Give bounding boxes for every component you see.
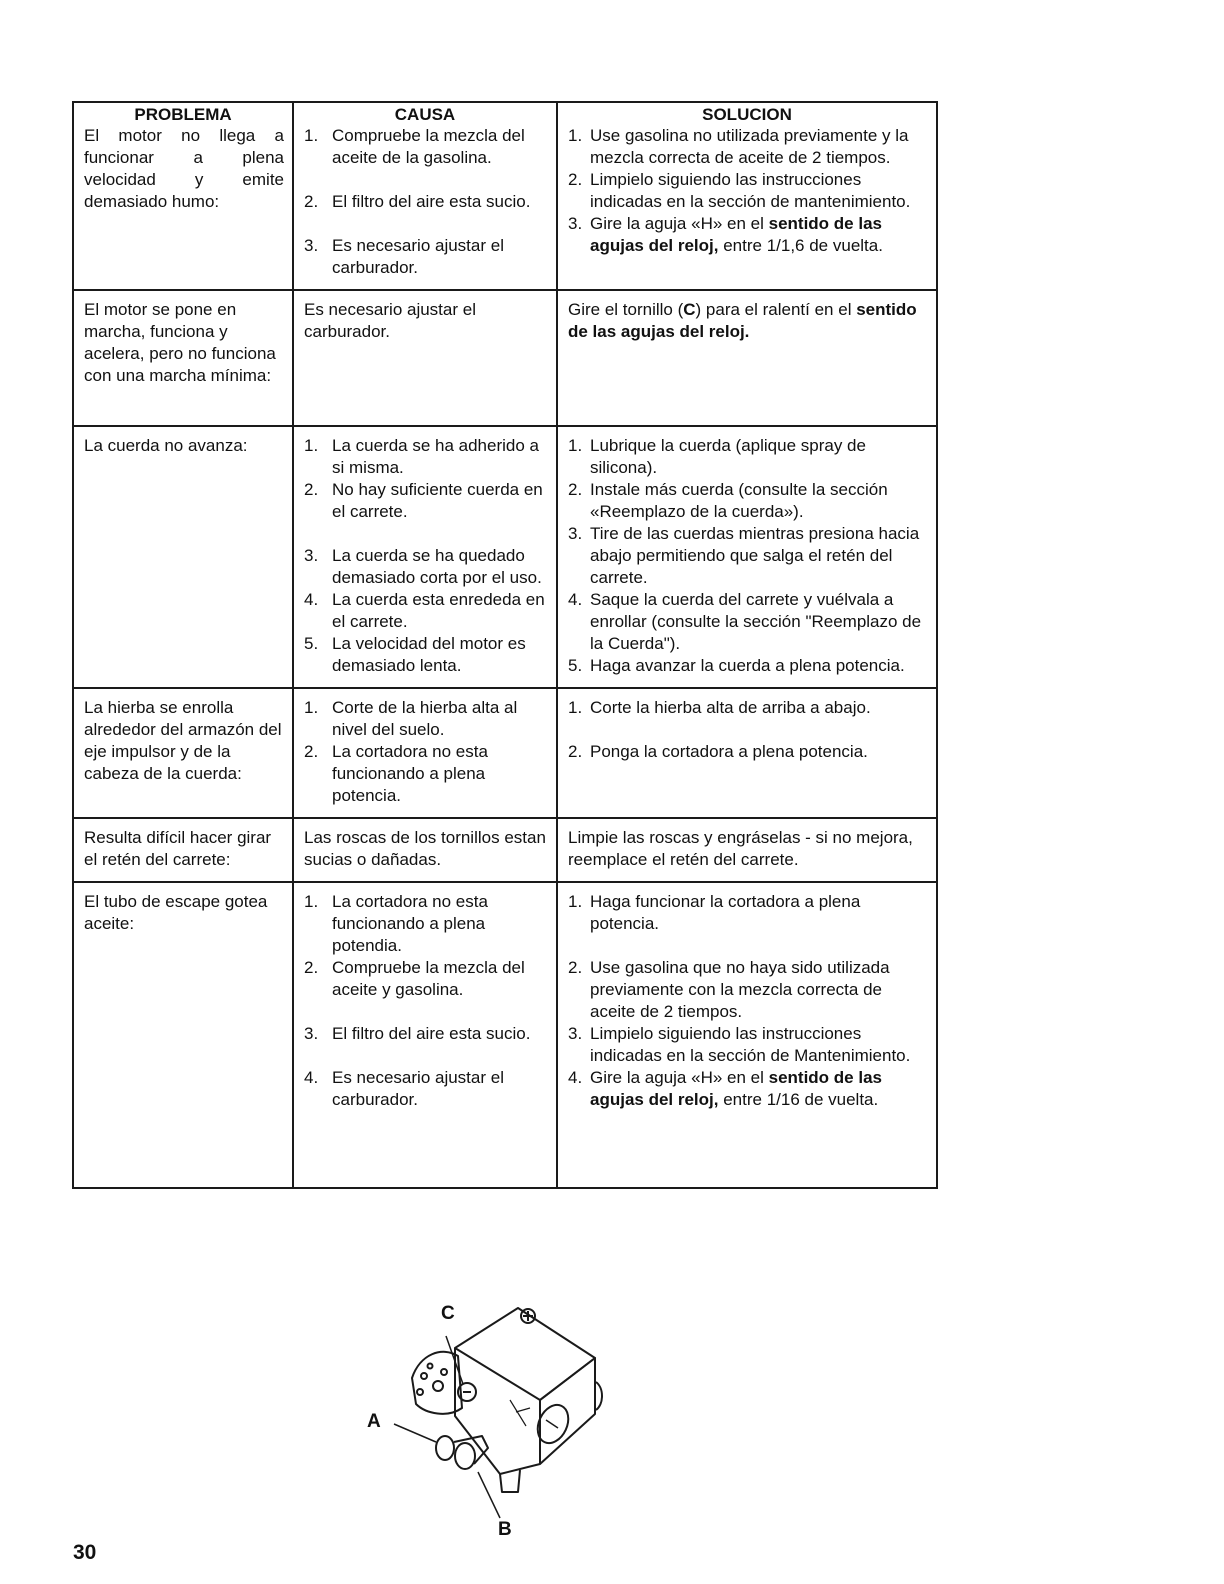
cause-cell bbox=[293, 688, 557, 818]
list-item: 3. Gire la aguja «H» en el sentido de las agujas del reloj, entre 1/1,6 de vuelta. bbox=[568, 214, 883, 255]
list-item: 5. La velocidad del motor es demasiado lenta. bbox=[304, 634, 526, 675]
list-item: 1. Corte la hierba alta de arriba a abajo. bbox=[568, 698, 871, 717]
list-item: 2. Limpielo siguiendo las instrucciones indicadas en la sección de mantenimiento. bbox=[568, 170, 911, 211]
problem-cell: El motor se pone en marcha, funciona y acelera, pero no funciona con una marcha mínima: bbox=[73, 290, 293, 426]
list-item: 1. La cuerda se ha adherido a si misma. bbox=[304, 436, 539, 477]
list-item: 3. El filtro del aire esta sucio. bbox=[304, 1024, 531, 1043]
list-item: 4. Gire la aguja «H» en el sentido de las agujas del reloj, entre 1/16 de vuelta. bbox=[568, 1068, 882, 1109]
table-row bbox=[73, 818, 937, 882]
list-item: 1. Corte de la hierba alta al nivel del suelo. bbox=[304, 698, 518, 739]
figure-label-a: A bbox=[367, 1411, 381, 1432]
list-item: 2. Instale más cuerda (consulte la sección «Reemplazo de la cuerda»). bbox=[568, 480, 888, 521]
solution-cell bbox=[557, 882, 937, 1188]
list-item: 2. Use gasolina que no haya sido utilizada previamente con la mezcla correcta de aceite de 2 tiempos. bbox=[568, 958, 890, 1021]
page-number: 30 bbox=[73, 1541, 97, 1564]
table-row bbox=[73, 882, 937, 1188]
figure-label-b: B bbox=[498, 1519, 512, 1540]
table-row bbox=[73, 290, 937, 426]
troubleshooting-table bbox=[72, 101, 938, 1189]
cause-cell bbox=[293, 882, 557, 1188]
solution-cell: Limpie las roscas y engráselas - si no mejora, reemplace el retén del carrete. bbox=[557, 818, 937, 882]
figure-label-c: C bbox=[441, 1303, 455, 1324]
header-problema: PROBLEMA bbox=[73, 102, 293, 125]
header-solucion: SOLUCION bbox=[557, 102, 937, 125]
table-row bbox=[73, 426, 937, 688]
cause-cell: Las roscas de los tornillos estan sucias o dañadas. bbox=[293, 818, 557, 882]
table-row bbox=[73, 688, 937, 818]
list-item: 2. El filtro del aire esta sucio. bbox=[304, 192, 531, 211]
solution-cell: Gire el tornillo (C) para el ralentí en el sentido de las agujas del reloj. bbox=[557, 290, 937, 426]
list-item: 3. La cuerda se ha quedado demasiado corta por el uso. bbox=[304, 546, 542, 587]
list-item: 1. Use gasolina no utilizada previamente y la mezcla correcta de aceite de 2 tiempos. bbox=[568, 126, 909, 167]
list-item: 3. Es necesario ajustar el carburador. bbox=[304, 236, 504, 277]
solution-cell bbox=[557, 125, 937, 290]
header-causa: CAUSA bbox=[293, 102, 557, 125]
problem-text: El motor no llega a funcionar a plena velocidad y emite demasiado humo: bbox=[84, 126, 284, 211]
carburetor-figure bbox=[350, 1296, 630, 1546]
problem-cell bbox=[73, 125, 293, 290]
problem-cell: La cuerda no avanza: bbox=[73, 426, 293, 688]
list-item: 2. Compruebe la mezcla del aceite y gasolina. bbox=[304, 958, 525, 999]
problem-cell: La hierba se enrolla alrededor del armazón del eje impulsor y de la cabeza de la cuerda: bbox=[73, 688, 293, 818]
carburetor-icon bbox=[350, 1296, 630, 1546]
list-item: 5. Haga avanzar la cuerda a plena potencia. bbox=[568, 656, 905, 675]
list-item: 4. Saque la cuerda del carrete y vuélvala a enrollar (consulte la sección "Reemplazo de la Cuerda"). bbox=[568, 590, 922, 653]
list-item: 2. No hay suficiente cuerda en el carrete. bbox=[304, 480, 543, 521]
list-item: 2. La cortadora no esta funcionando a plena potencia. bbox=[304, 742, 488, 805]
problem-cell: Resulta difícil hacer girar el retén del carrete: bbox=[73, 818, 293, 882]
list-item: 1. Haga funcionar la cortadora a plena potencia. bbox=[568, 892, 861, 933]
cause-cell bbox=[293, 426, 557, 688]
list-item: 1. Lubrique la cuerda (aplique spray de silicona). bbox=[568, 436, 866, 477]
list-item: 1. Compruebe la mezcla del aceite de la gasolina. bbox=[304, 126, 525, 167]
problem-cell: El tubo de escape gotea aceite: bbox=[73, 882, 293, 1188]
list-item: 3. Tire de las cuerdas mientras presiona hacia abajo permitiendo que salga el retén del carrete. bbox=[568, 524, 920, 587]
cause-cell bbox=[293, 125, 557, 290]
solution-cell bbox=[557, 688, 937, 818]
table-row bbox=[73, 125, 937, 290]
list-item: 4. Es necesario ajustar el carburador. bbox=[304, 1068, 504, 1109]
list-item: 1. La cortadora no esta funcionando a plena potendia. bbox=[304, 892, 488, 955]
list-item: 3. Limpielo siguiendo las instrucciones indicadas en la sección de Mantenimiento. bbox=[568, 1024, 911, 1065]
cause-cell: Es necesario ajustar el carburador. bbox=[293, 290, 557, 426]
list-item: 4. La cuerda esta enrededa en el carrete. bbox=[304, 590, 545, 631]
solution-cell bbox=[557, 426, 937, 688]
list-item: 2. Ponga la cortadora a plena potencia. bbox=[568, 742, 868, 761]
